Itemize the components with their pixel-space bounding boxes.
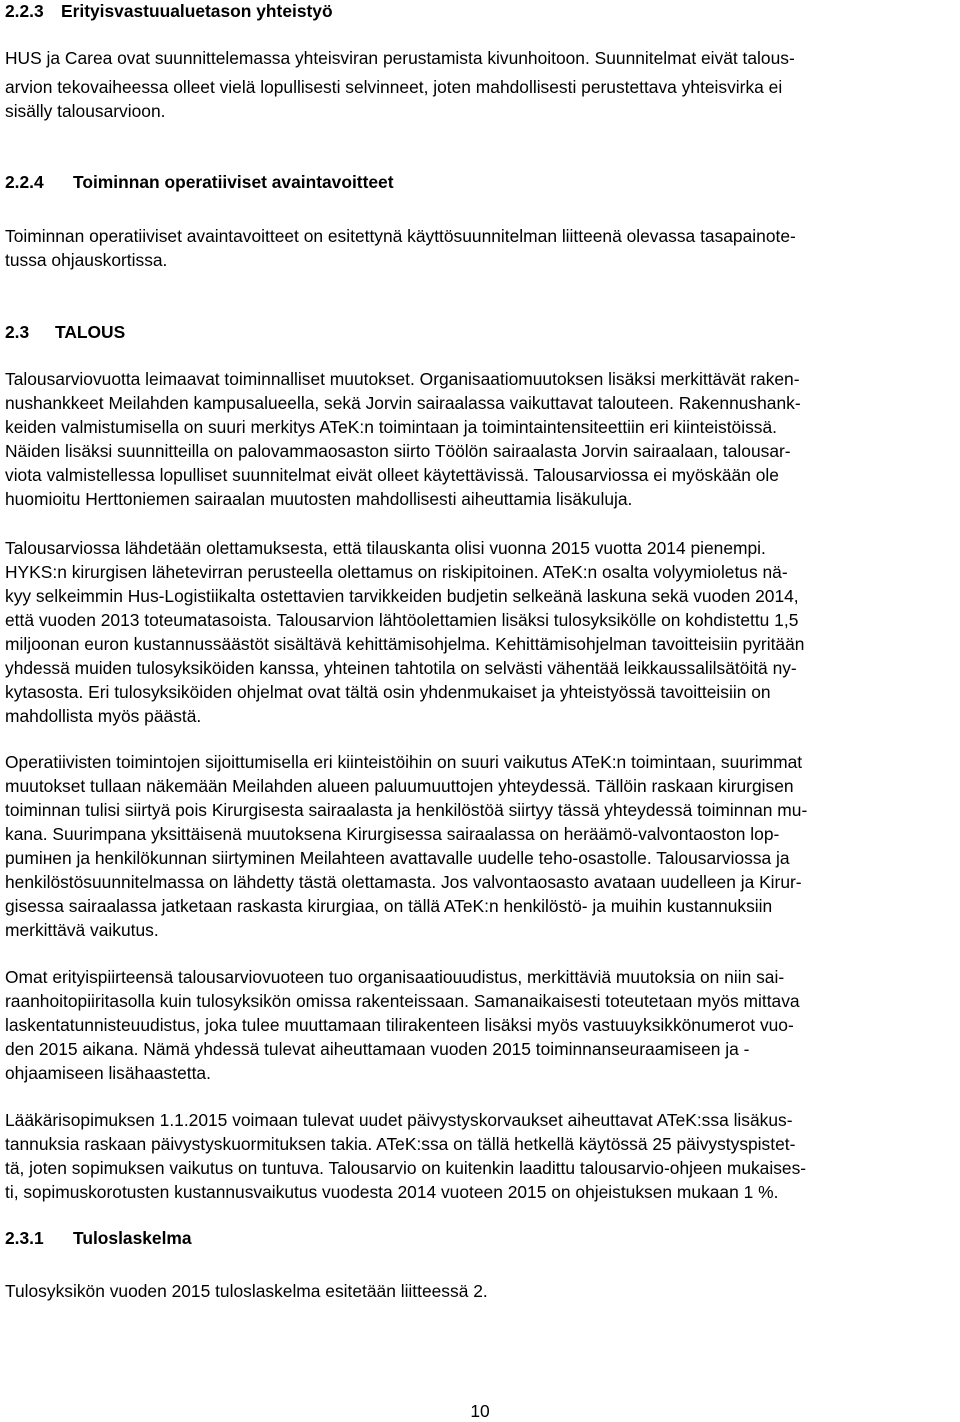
body-line: kytasosta. Eri tulosyksiköiden ohjelmat ovat tältä osin yhdenmukaiset ja yhteistyössä tavoitteisiin on — [5, 682, 771, 702]
body-line: huomioitu Herttoniemen sairaalan muutosten mahdollisesti aiheuttamia lisäkuluja. — [5, 489, 633, 509]
section-number: 2.2.4 — [5, 172, 44, 192]
page-number: 10 — [470, 1401, 490, 1421]
body-line: Toiminnan operatiiviset avaintavoitteet on esitettynä käyttösuunnitelman liitteenä olevassa tasapainote- — [5, 226, 796, 246]
body-line: Näiden lisäksi suunnitteilla on palovammaosaston siirto Töölön sairaalasta Jorvin sairaalaan, talousar- — [5, 441, 791, 461]
body-line: den 2015 aikana. Nämä yhdessä tulevat aiheuttamaan vuoden 2015 toiminnanseuraamiseen ja - — [5, 1039, 750, 1059]
body-line: Tulosyksikön vuoden 2015 tuloslaskelma esitetään liitteessä 2. — [5, 1281, 488, 1301]
section-number: 2.2.3 — [5, 1, 44, 21]
body-line: muutokset tullaan näkemään Meilahden alueen paluumuuttojen yhteydessä. Tällöin raskaan kirurgisen — [5, 776, 794, 796]
body-line: Talousarviovuotta leimaavat toiminnalliset muutokset. Organisaatiomuutoksen lisäksi merkittävät raken- — [5, 369, 800, 389]
body-line: merkittävä vaikutus. — [5, 920, 159, 940]
section-heading-2-2-3 — [5, 0, 333, 22]
section-title: Tuloslaskelma — [73, 1228, 192, 1248]
body-line: laskentatunnisteuudistus, joka tulee muuttamaan tilirakenteen lisäksi myös vastuuyksikkönumerot vuo- — [5, 1015, 794, 1035]
body-line: että vuoden 2013 toteumatasoista. Talousarvion lähtöolettamien lisäksi tulosyksikölle on kohdistettu 1,5 — [5, 610, 799, 630]
body-line: mahdollista myös päästä. — [5, 706, 202, 726]
body-line: ti, sopimuskorotusten kustannusvaikutus vuodesta 2014 vuoteen 2015 on ohjeistuksen mukaan 1 %. — [5, 1182, 779, 1202]
section-title: TALOUS — [55, 322, 126, 342]
body-line: arvion tekovaiheessa olleet vielä lopullisesti selvinneet, joten mahdollisesti perustettava yhteisvirka ei — [5, 77, 783, 97]
body-line: Talousarviossa lähdetään olettamuksesta, että tilauskanta olisi vuonna 2015 vuotta 2014 pienempi. — [5, 538, 766, 558]
section-title: Toiminnan operatiiviset avaintavoitteet — [73, 172, 394, 192]
body-line: viota valmistellessa lopulliset suunnitelmat eivät olleet käytettävissä. Talousarviossa ei myöskään ole — [5, 465, 779, 485]
body-line: henkilöstösuunnitelmassa on lähdetty tästä olettamasta. Jos valvontaosasto avataan uudelleen ja Kirur- — [5, 872, 802, 892]
body-line: Operatiivisten toimintojen sijoittumisella eri kiinteistöihin on suuri vaikutus ATeK:n toimintaan, suurimmat — [5, 752, 803, 772]
body-line: sisälly talousarvioon. — [5, 101, 166, 121]
body-line: Omat erityispiirteensä talousarviovuoteen tuo organisaatiouudistus, merkittäviä muutoksia on niin sai- — [5, 967, 785, 987]
body-line: Lääkärisopimuksen 1.1.2015 voimaan tulevat uudet päivystyskorvaukset aiheuttavat ATeK:ssa lisäkus- — [5, 1110, 793, 1130]
body-line: HYKS:n kirurgisen lähetevirran perusteella olettamus on riskipitoinen. ATeK:n osalta volyymioletus nä- — [5, 562, 788, 582]
section-number: 2.3 — [5, 322, 30, 342]
body-line: HUS ja Carea ovat suunnittelemassa yhteisviran perustamista kivunhoitoon. Suunnitelmat eivät talous- — [5, 48, 795, 68]
body-line: ohjaamiseen lisähaastetta. — [5, 1063, 211, 1083]
body-line: keiden valmistumisella on suuri merkitys ATeK:n toimintaan ja toimintaintensiteettiin eri kiinteistöissä. — [5, 417, 777, 437]
section-heading-2-3-1 — [5, 1227, 192, 1249]
body-line: tä, joten sopimuksen vaikutus on tuntuva. Talousarvio on kuitenkin laadittu talousarvio-ohjeen mukaises- — [5, 1158, 807, 1178]
section-title: Erityisvastuualuetason yhteistyö — [61, 1, 333, 21]
body-line: raanhoitopiiritasolla kuin tulosyksikön omissa rakenteissaan. Samanaikaisesti toteutetaan myös mittava — [5, 991, 800, 1011]
body-line: tussa ohjauskortissa. — [5, 250, 168, 270]
body-line: nushankkeet Meilahden kampusalueella, sekä Jorvin sairaalassa vaikuttavat talouteen. Rakennushank- — [5, 393, 801, 413]
body-line: kyy selkeimmin Hus-Logistiikalta ostettavien tarvikkeiden budjetin selkeänä laskuna sekä vuoden 2014, — [5, 586, 799, 606]
body-line: kana. Suurimpana yksittäisenä muutoksena Kirurgisessa sairaalassa on heräämö-valvontaoston lop- — [5, 824, 780, 844]
body-line: toiminnan tulisi siirtyä pois Kirurgisesta sairaalasta ja henkilöstöä siirtyy tässä yhteydessä toiminnan mu- — [5, 800, 808, 820]
body-line: miljoonan euron kustannussäästöt sisältävä kehittämisohjelma. Kehittämisohjelman tavoitteisiin pyritään — [5, 634, 805, 654]
body-line: tannuksia raskaan päivystyskuormituksen takia. ATeK:ssa on tällä hetkellä käytössä 25 päivystyspistet- — [5, 1134, 796, 1154]
body-line: gisessa sairaalassa jatketaan raskasta kirurgiaa, on tällä ATeK:n henkilöstö- ja muihin kustannuksiin — [5, 896, 773, 916]
section-heading-2-2-4 — [5, 171, 394, 193]
body-line: pumінen ja henkilökunnan siirtyminen Meilahteen avattavalle uudelle teho-osastolle. Talousarviossa ja — [5, 848, 790, 868]
section-number: 2.3.1 — [5, 1228, 44, 1248]
body-line: yhdessä muiden tulosyksiköiden kanssa, yhteinen tahtotila on selvästi vähentää leikkaussalilsätöitä ny- — [5, 658, 797, 678]
section-heading-2-3 — [5, 321, 125, 343]
